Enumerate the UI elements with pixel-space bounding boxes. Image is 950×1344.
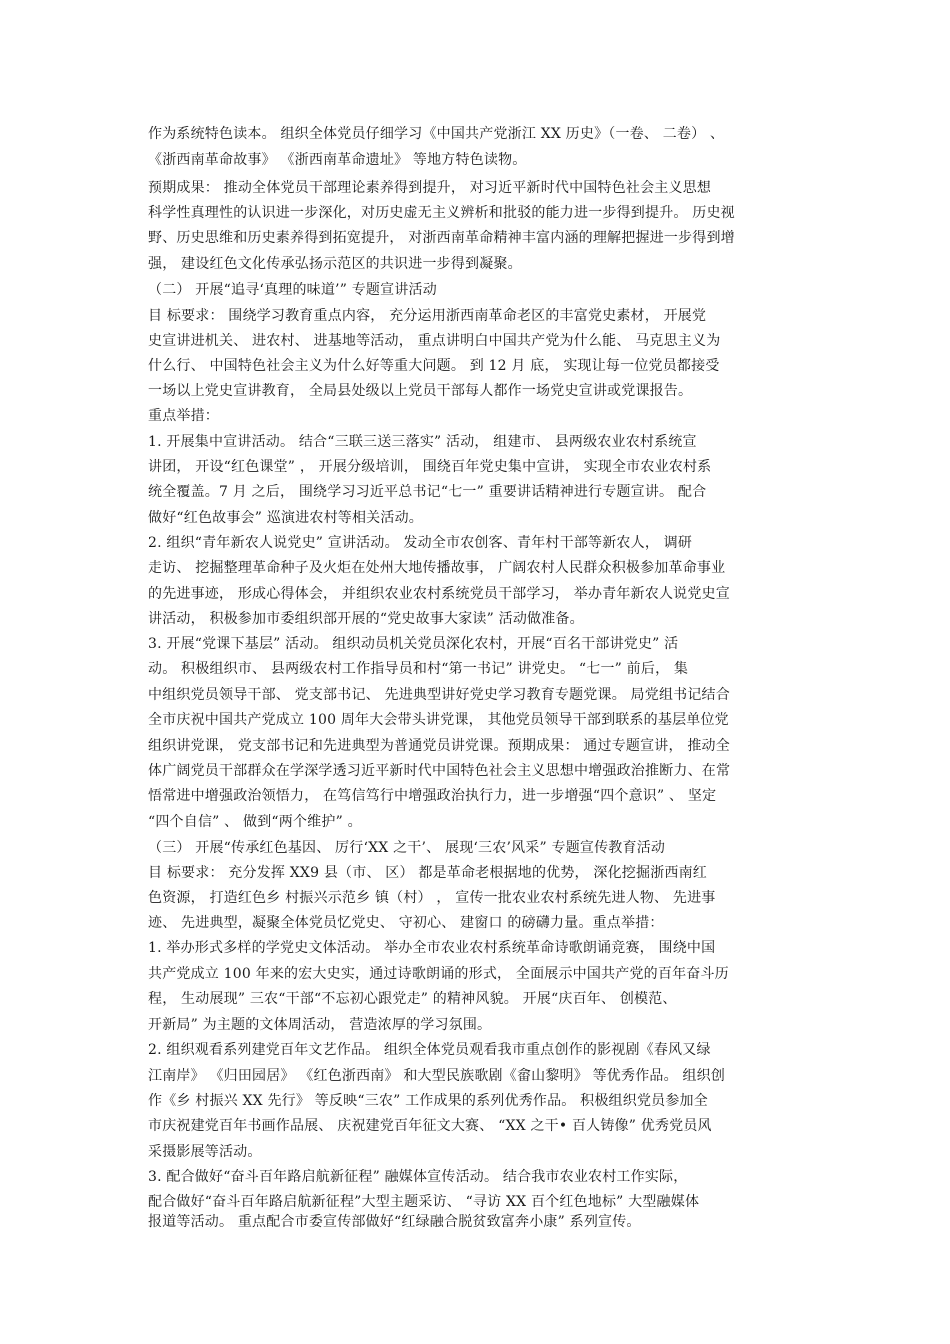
text-line: 江南岸》 《归田园居》 《红色浙西南》 和大型民族歌剧《畲山黎明》 等优秀作品。 组织创	[148, 1068, 726, 1084]
text-line: 讲团， 开设“红色课堂” ， 开展分级培训， 围绕百年党史集中宣讲， 实现全市农业农村系	[148, 459, 712, 475]
text-line: 开新局” 为主题的文体周活动， 营造浓厚的学习氛围。	[148, 1017, 492, 1033]
text-line: 1. 开展集中宣讲活动。 结合“三联三送三落实” 活动， 组建市、 县两级农业农村系统宣	[148, 434, 697, 450]
text-line: 史宣讲进机关、 进农村、 进基地等活动， 重点讲明白中国共产党为什么能、 马克思主义为	[148, 333, 721, 349]
text-line: 统全覆盖。7 月 之后， 围绕学习习近平总书记“七一” 重要讲话精神进行专题宣讲。 配合	[148, 484, 707, 500]
text-line: 预期成果： 推动全体党员干部理论素养得到提升， 对习近平新时代中国特色社会主义思想	[148, 180, 712, 196]
text-line: 组织讲党课， 党支部书记和先进典型为普通党员讲党课。预期成果： 通过专题宣讲， 推动全	[148, 738, 730, 754]
text-line: 体广阔党员干部群众在学深学透习近平新时代中国特色社会主义思想中增强政治推断力、在常	[148, 763, 731, 779]
text-line: 讲活动， 积极参加市委组织部开展的“党史故事大家读” 活动做准备。	[148, 611, 584, 627]
text-line: 强， 建设红色文化传承弘扬示范区的共识进一步得到凝聚。	[148, 256, 522, 272]
text-line: 采摄影展等活动。	[148, 1144, 262, 1160]
text-line: 3. 配合做好“奋斗百年路启航新征程” 融媒体宣传活动。 结合我市农业农村工作实际，	[148, 1169, 688, 1185]
text-line: 2. 组织观看系列建党百年文艺作品。 组织全体党员观看我市重点创作的影视剧《春风又绿	[148, 1042, 711, 1058]
text-line: （二） 开展“追寻‘真理的味道’” 专题宣讲活动	[148, 282, 437, 298]
text-line: 作《乡 村振兴 XX 先行》 等反映“三农” 工作成果的系列优秀作品。 积极组织党员参加全	[148, 1093, 708, 1109]
text-line: 野、历史思维和历史素养得到拓宽提升， 对浙西南革命精神丰富内涵的理解把握进一步得到增	[148, 230, 735, 246]
text-line: 科学性真理性的认识进一步深化，对历史虚无主义辨析和批驳的能力进一步得到提升。 历史视	[148, 205, 735, 221]
text-line: 市庆祝建党百年书画作品展、 庆祝建党百年征文大赛、 “XX 之干• 百人铸像” 优秀党员风	[148, 1118, 712, 1134]
text-line: 报道等活动。 重点配合市委宣传部做好“红绿融合脱贫致富奔小康” 系列宣传。	[148, 1213, 641, 1230]
text-line: 目 标要求： 围绕学习教育重点内容， 充分运用浙西南革命老区的丰富党史素材， 开展党	[148, 308, 707, 324]
text-line: 中组织党员领导干部、 党支部书记、 先进典型讲好党史学习教育专题党课。 局党组书记结合	[148, 687, 730, 703]
text-line: 色资源， 打造红色乡 村振兴示范乡 镇（村） ， 宣传一批农业农村系统先进人物、 先进事	[148, 890, 716, 906]
text-line: 做好“红色故事会” 巡演进农村等相关活动。	[148, 510, 423, 526]
text-line: “四个自信” 、 做到“两个维护” 。	[148, 814, 362, 830]
text-line: 程， 生动展现” 三农“干部“不忘初心跟党走” 的精神风貌。 开展“庆百年、 创模范、	[148, 991, 677, 1007]
text-line: （三） 开展“传承红色基因、 厉行‘XX 之干’、 展现‘三农’风采” 专题宣传教育活动	[148, 840, 666, 856]
text-line: 《浙西南革命故事》 《浙西南革命遗址》 等地方特色读物。	[148, 152, 527, 168]
text-line: 共产党成立 100 年来的宏大史实，通过诗歌朗诵的形式， 全面展示中国共产党的百年奋斗历	[148, 966, 729, 982]
text-line: 2. 组织“青年新农人说党史” 宣讲活动。 发动全市农创客、青年村干部等新农人， 调研	[148, 535, 693, 551]
text-line: 配合做好“奋斗百年路启航新征程”大型主题采访、 “寻访 XX 百个红色地标” 大型融媒体	[148, 1194, 700, 1210]
text-line: 全市庆祝中国共产党成立 100 周年大会带头讲党课， 其他党员领导干部到联系的基层单位党	[148, 712, 729, 728]
text-line: 重点举措：	[148, 408, 219, 424]
text-line: 的先进事迹， 形成心得体会， 并组织农业农村系统党员干部学习， 举办青年新农人说党史宣	[148, 586, 730, 602]
text-line: 作为系统特色读本。 组织全体党员仔细学习《中国共产党浙江 XX 历史》（一卷、 二卷） 、	[148, 126, 725, 142]
text-line: 1. 举办形式多样的学党史文体活动。 举办全市农业农村系统革命诗歌朗诵竞赛， 围绕中国	[148, 940, 716, 956]
text-line: 动。 积极组织市、 县两级农村工作指导员和村“第一书记” 讲党史。 “七一” 前后， 集	[148, 661, 689, 677]
text-line: 目 标要求： 充分发挥 XX9 县（市、 区） 都是革命老根据地的优势， 深化挖掘浙西南红	[148, 865, 707, 881]
text-line: 悟常进中增强政治领悟力， 在笃信笃行中增强政治执行力，进一步增强“四个意识” 、 坚定	[148, 788, 717, 804]
text-line: 3. 开展“党课下基层” 活动。 组织动员机关党员深化农村，开展“百名干部讲党史” 活	[148, 636, 679, 652]
text-line: 一场以上党史宣讲教育， 全局县处级以上党员干部每人都作一场党史宣讲或党课报告。	[148, 383, 693, 399]
text-line: 迹、 先进典型，凝聚全体党员忆党史、 守初心、 建窗口 的磅礴力量。重点举措：	[148, 915, 664, 931]
text-line: 什么行、 中国特色社会主义为什么好等重大问题。 到 12 月 底， 实现让每一位党员都接受	[148, 358, 720, 374]
text-line: 走访、 挖掘整理革命种子及火炬在处州大地传播故事， 广阔农村人民群众积极参加革命事业	[148, 560, 726, 576]
